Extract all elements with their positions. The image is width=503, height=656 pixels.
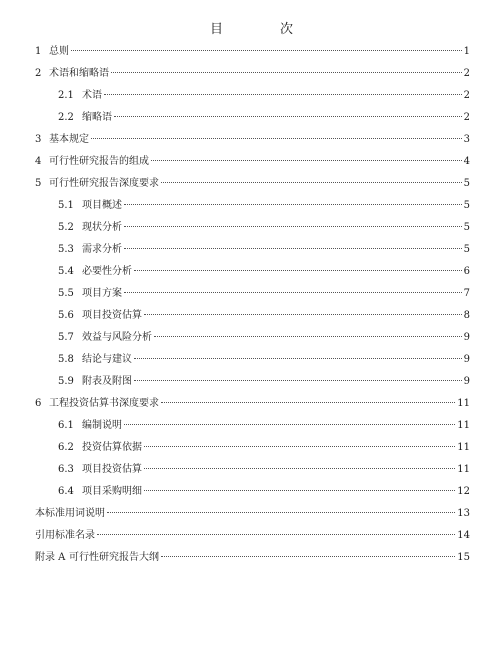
toc-entry[interactable] bbox=[35, 130, 470, 150]
toc-entry-label: 项目概述 bbox=[82, 200, 122, 211]
toc-title: 目 次 bbox=[209, 22, 315, 37]
toc-entry-number: 5.7 bbox=[58, 332, 74, 343]
toc-entry-page: 12 bbox=[457, 486, 470, 497]
toc-entry-label: 项目投资估算 bbox=[82, 464, 142, 475]
dot-leader bbox=[154, 336, 462, 337]
dot-leader bbox=[97, 534, 455, 535]
toc-entry[interactable] bbox=[58, 328, 470, 348]
toc-entry-number: 4 bbox=[35, 156, 42, 167]
toc-entry-label: 需求分析 bbox=[82, 244, 122, 255]
toc-entry-label: 工程投资估算书深度要求 bbox=[49, 398, 159, 409]
toc-entry-page: 9 bbox=[463, 354, 470, 365]
toc-entry-number: 1 bbox=[35, 46, 42, 57]
toc-entry[interactable] bbox=[58, 416, 470, 436]
toc-entry[interactable] bbox=[35, 394, 470, 414]
dot-leader bbox=[124, 292, 462, 293]
toc-entry-label: 项目采购明细 bbox=[82, 486, 142, 497]
toc-entry[interactable] bbox=[58, 218, 470, 238]
toc-entry-page: 8 bbox=[463, 310, 470, 321]
dot-leader bbox=[107, 512, 455, 513]
toc-entry-page: 11 bbox=[457, 442, 470, 453]
toc-entry-number: 6.1 bbox=[58, 420, 74, 431]
toc-entry[interactable] bbox=[58, 438, 470, 458]
dot-leader bbox=[114, 116, 462, 117]
toc-entry-page: 5 bbox=[463, 178, 470, 189]
toc-entry[interactable] bbox=[58, 372, 470, 392]
toc-entry-number: 5.2 bbox=[58, 222, 74, 233]
toc-entry-page: 2 bbox=[463, 90, 470, 101]
toc-entry[interactable] bbox=[58, 284, 470, 304]
toc-entry-number: 5.5 bbox=[58, 288, 74, 299]
dot-leader bbox=[104, 94, 462, 95]
toc-entry-number: 6.3 bbox=[58, 464, 74, 475]
toc-entry-number: 5.6 bbox=[58, 310, 74, 321]
toc-entry-number: 5.1 bbox=[58, 200, 74, 211]
toc-entry-page: 3 bbox=[463, 134, 470, 145]
toc-entry-page: 7 bbox=[463, 288, 470, 299]
toc-entry-number: 2 bbox=[35, 68, 42, 79]
toc-entry[interactable] bbox=[35, 152, 470, 172]
toc-entry-number: 2.1 bbox=[58, 90, 74, 101]
dot-leader bbox=[111, 72, 462, 73]
toc-entry-label: 投资估算依据 bbox=[82, 442, 142, 453]
toc-entry-page: 5 bbox=[463, 244, 470, 255]
toc-entry-label: 引用标准名录 bbox=[35, 530, 95, 541]
dot-leader bbox=[144, 314, 462, 315]
toc-entry[interactable] bbox=[58, 350, 470, 370]
toc-entry-label: 附表及附图 bbox=[82, 376, 132, 387]
toc-entry-label: 基本规定 bbox=[49, 134, 89, 145]
toc-entry[interactable] bbox=[35, 526, 470, 546]
toc-entry-label: 结论与建议 bbox=[82, 354, 132, 365]
dot-leader bbox=[134, 270, 462, 271]
toc-entry-label: 术语和缩略语 bbox=[49, 68, 109, 79]
toc-entry[interactable] bbox=[35, 174, 470, 194]
toc-entry-page: 9 bbox=[463, 376, 470, 387]
toc-entry[interactable] bbox=[58, 108, 470, 128]
toc-entry-number: 5.8 bbox=[58, 354, 74, 365]
toc-entry[interactable] bbox=[35, 64, 470, 84]
toc-entry-page: 4 bbox=[463, 156, 470, 167]
toc-entry-page: 2 bbox=[463, 68, 470, 79]
toc-entry-number: 5.4 bbox=[58, 266, 74, 277]
toc-entry-label: 必要性分析 bbox=[82, 266, 132, 277]
toc-entry-label: 可行性研究报告深度要求 bbox=[49, 178, 159, 189]
dot-leader bbox=[144, 490, 455, 491]
toc-entry[interactable] bbox=[35, 548, 470, 568]
toc-entry-number: 5 bbox=[35, 178, 42, 189]
toc-entry-page: 15 bbox=[457, 552, 470, 563]
toc-entry[interactable] bbox=[58, 306, 470, 326]
toc-entry-number: 3 bbox=[35, 134, 42, 145]
toc-entry-label: 编制说明 bbox=[82, 420, 122, 431]
toc-entry-label: 可行性研究报告的组成 bbox=[49, 156, 149, 167]
dot-leader bbox=[134, 380, 462, 381]
toc-entry-number: 6.4 bbox=[58, 486, 74, 497]
toc-entry-label: 总则 bbox=[49, 46, 69, 57]
toc-entry-page: 6 bbox=[463, 266, 470, 277]
toc-entry-number: 附录 A bbox=[35, 552, 66, 563]
toc-entry-page: 14 bbox=[457, 530, 470, 541]
dot-leader bbox=[144, 468, 455, 469]
toc-entry-page: 5 bbox=[463, 200, 470, 211]
toc-entry[interactable] bbox=[58, 460, 470, 480]
dot-leader bbox=[124, 226, 462, 227]
dot-leader bbox=[151, 160, 462, 161]
dot-leader bbox=[161, 556, 455, 557]
toc-entry-page: 11 bbox=[457, 464, 470, 475]
toc-entry-page: 2 bbox=[463, 112, 470, 123]
toc-entry-label: 可行性研究报告大纲 bbox=[69, 552, 159, 563]
toc-entry-label: 缩略语 bbox=[82, 112, 112, 123]
toc-entry[interactable] bbox=[35, 42, 470, 62]
toc-entry-number: 6 bbox=[35, 398, 42, 409]
dot-leader bbox=[124, 204, 462, 205]
toc-entry-page: 9 bbox=[463, 332, 470, 343]
toc-entry-number: 2.2 bbox=[58, 112, 74, 123]
dot-leader bbox=[124, 424, 455, 425]
dot-leader bbox=[91, 138, 462, 139]
dot-leader bbox=[161, 182, 462, 183]
toc-entry-label: 效益与风险分析 bbox=[82, 332, 152, 343]
toc-entry-label: 术语 bbox=[82, 90, 102, 101]
toc-entry-number: 6.2 bbox=[58, 442, 74, 453]
toc-entry-number: 5.9 bbox=[58, 376, 74, 387]
toc-entry-number: 5.3 bbox=[58, 244, 74, 255]
dot-leader bbox=[161, 402, 455, 403]
toc-entry-page: 11 bbox=[457, 420, 470, 431]
toc-entry-page: 13 bbox=[457, 508, 470, 519]
toc-entry-label: 本标准用词说明 bbox=[35, 508, 105, 519]
toc-entry-label: 项目投资估算 bbox=[82, 310, 142, 321]
dot-leader bbox=[124, 248, 462, 249]
toc-entry[interactable] bbox=[35, 504, 470, 524]
toc-entry-page: 1 bbox=[463, 46, 470, 57]
toc-entry[interactable] bbox=[58, 240, 470, 260]
toc-entry-page: 5 bbox=[463, 222, 470, 233]
toc-entry-page: 11 bbox=[457, 398, 470, 409]
toc-entry[interactable] bbox=[58, 482, 470, 502]
dot-leader bbox=[144, 446, 455, 447]
toc-entry[interactable] bbox=[58, 196, 470, 216]
toc-entry[interactable] bbox=[58, 86, 470, 106]
dot-leader bbox=[71, 50, 462, 51]
toc-entry-label: 现状分析 bbox=[82, 222, 122, 233]
toc-entry[interactable] bbox=[58, 262, 470, 282]
dot-leader bbox=[134, 358, 462, 359]
toc-entry-label: 项目方案 bbox=[82, 288, 122, 299]
